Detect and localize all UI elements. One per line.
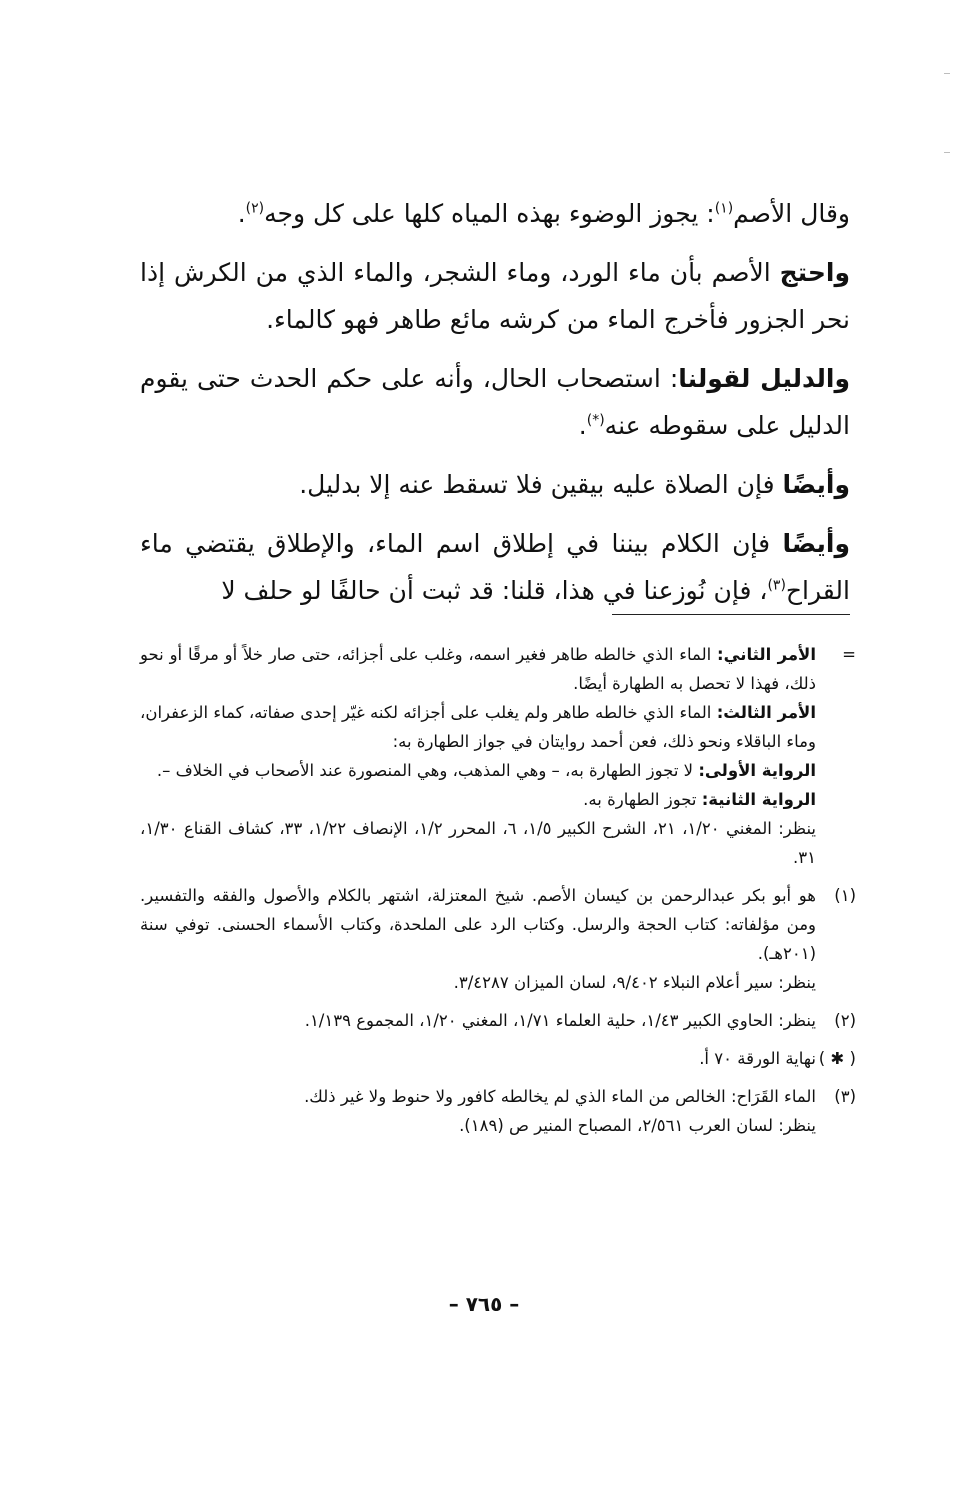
paragraph (140, 249, 850, 343)
scan-mark (944, 152, 950, 153)
footnote-line: ينظر: الحاوي الكبير ١/٤٣، حلية العلماء ١/٧١، المغني ١/٢٠، المجموع ١/١٣٩. (304, 1011, 816, 1030)
paragraph (140, 355, 850, 449)
bold-lead: الرواية الثانية: (701, 790, 816, 809)
text-run: الماء الذي خالطه طاهر فغير اسمه، وغلب على أجزائه، حتى صار خلاً أو مرقًا أو نحو ذلك، فهذا لا تحصل به الطهارة أيضًا. (140, 645, 816, 693)
footnote-marker: (٢) (834, 1011, 856, 1030)
paragraph (140, 520, 850, 614)
footnote-marker: = (842, 645, 856, 664)
text-run: الماء الذي خالطه طاهر ولم يغلب على أجزائه لكنه غيّر إحدى صفاته، كماء الزعفران، وماء الباقلاء ونحو ذلك، فعن أحمد روايتان في جواز الطهارة به: (140, 703, 816, 751)
text-run: : يجوز الوضوء بهذه المياه كلها على كل وجه (264, 199, 715, 228)
main-text (140, 190, 850, 626)
bold-lead: الأمر الثالث: (716, 703, 816, 722)
paragraph (140, 461, 850, 508)
scan-mark (944, 73, 950, 74)
text-run: ، فإن نُوزعنا في هذا، قلنا: قد ثبت أن حالفًا لو حلف لا (221, 576, 768, 605)
footnote-continuation (140, 640, 856, 872)
footnote-1 (140, 881, 856, 997)
footnote-ref[interactable]: (*) (586, 412, 605, 429)
footnote-line: نهاية الورقة ٧٠ أ. (699, 1049, 816, 1068)
footnote-body (140, 640, 816, 872)
page-number: – ٧٦٥ – (448, 1292, 520, 1316)
footnotes (140, 640, 856, 1149)
text-run: : استصحاب الحال، وأنه على حكم الحدث حتى يقوم الدليل على سقوطه عنه (140, 364, 850, 440)
footnote-star (140, 1044, 856, 1073)
footnote-marker: (١) (834, 886, 856, 905)
footnote-body (140, 1082, 816, 1140)
footnote-line: هو أبو بكر عبدالرحمن بن كيسان الأصم. شيخ المعتزلة، اشتهر بالكلام والأصول والفقه والتفسير. ومن مؤلفاته: كتاب الحجة والرسل. وكتاب الرد على الملحدة، وكتاب الأسماء الحسنى. توفي سنة (٢٠١هـ). (140, 886, 816, 963)
footnote-line (140, 785, 816, 814)
footnote-2 (140, 1006, 856, 1035)
footnote-ref[interactable]: (١) (714, 200, 734, 217)
footnote-line: ينظر: لسان العرب ٢/٥٦١، المصباح المنير ص (١٨٩). (459, 1116, 816, 1135)
bold-lead: الرواية الأولى: (698, 761, 816, 780)
text-run: وقال الأصم (733, 199, 850, 228)
footnote-body (140, 1006, 816, 1035)
text-run: . (237, 199, 246, 228)
footnote-line: ينظر: المغني ١/٢٠، ٢١، الشرح الكبير ١/٥، ٦، المحرر ١/٢، الإنصاف ١/٢٢، ٣٣، كشاف القناع ١/٣٠، ٣١. (140, 819, 817, 867)
bold-lead: وأيضًا (782, 470, 850, 499)
bold-lead: واحتج (779, 258, 850, 287)
footnote-separator (612, 614, 850, 615)
bold-lead: الأمر الثاني: (717, 645, 817, 664)
text-run: . (578, 411, 587, 440)
text-run: فإن الصلاة عليه بيقين فلا تسقط عنه إلا بدليل. (299, 470, 783, 499)
footnote-line (140, 756, 816, 785)
footnote-body (140, 881, 816, 997)
footnote-body (140, 1044, 816, 1073)
footnote-line: ينظر: سير أعلام النبلاء ٩/٤٠٢، لسان الميزان ٣/٤٢٨٧. (453, 973, 816, 992)
text-run: الأصم بأن ماء الورد، وماء الشجر، والماء الذي من الكرش إذا نحر الجزور فأخرج الماء من كرشه مائع طاهر فهو كالماء. (140, 258, 850, 334)
footnote-line (140, 640, 816, 698)
bold-lead: وأيضًا (782, 529, 850, 558)
footnote-ref[interactable]: (٣) (767, 577, 786, 594)
footnote-ref[interactable]: (٢) (245, 200, 265, 217)
footnote-marker: ( ✱ ) (818, 1049, 856, 1068)
footnote-3 (140, 1082, 856, 1140)
bold-lead: والدليل لقولنا (678, 364, 850, 393)
footnote-line: الماء القَرَاح: الخالص من الماء الذي لم يخالطه كافور ولا حنوط ولا غير ذلك. (304, 1087, 816, 1106)
footnote-marker: (٣) (834, 1087, 856, 1106)
paragraph (140, 190, 850, 237)
text-run: فإن الكلام بيننا في إطلاق اسم الماء، والإطلاق يقتضي ماء القراح (140, 529, 850, 605)
footnote-line (140, 698, 816, 756)
text-run: تجوز الطهارة به. (583, 790, 702, 809)
text-run: لا تجوز الطهارة به، – وهي المذهب، وهي المنصورة عند الأصحاب في الخلاف –. (156, 761, 699, 780)
